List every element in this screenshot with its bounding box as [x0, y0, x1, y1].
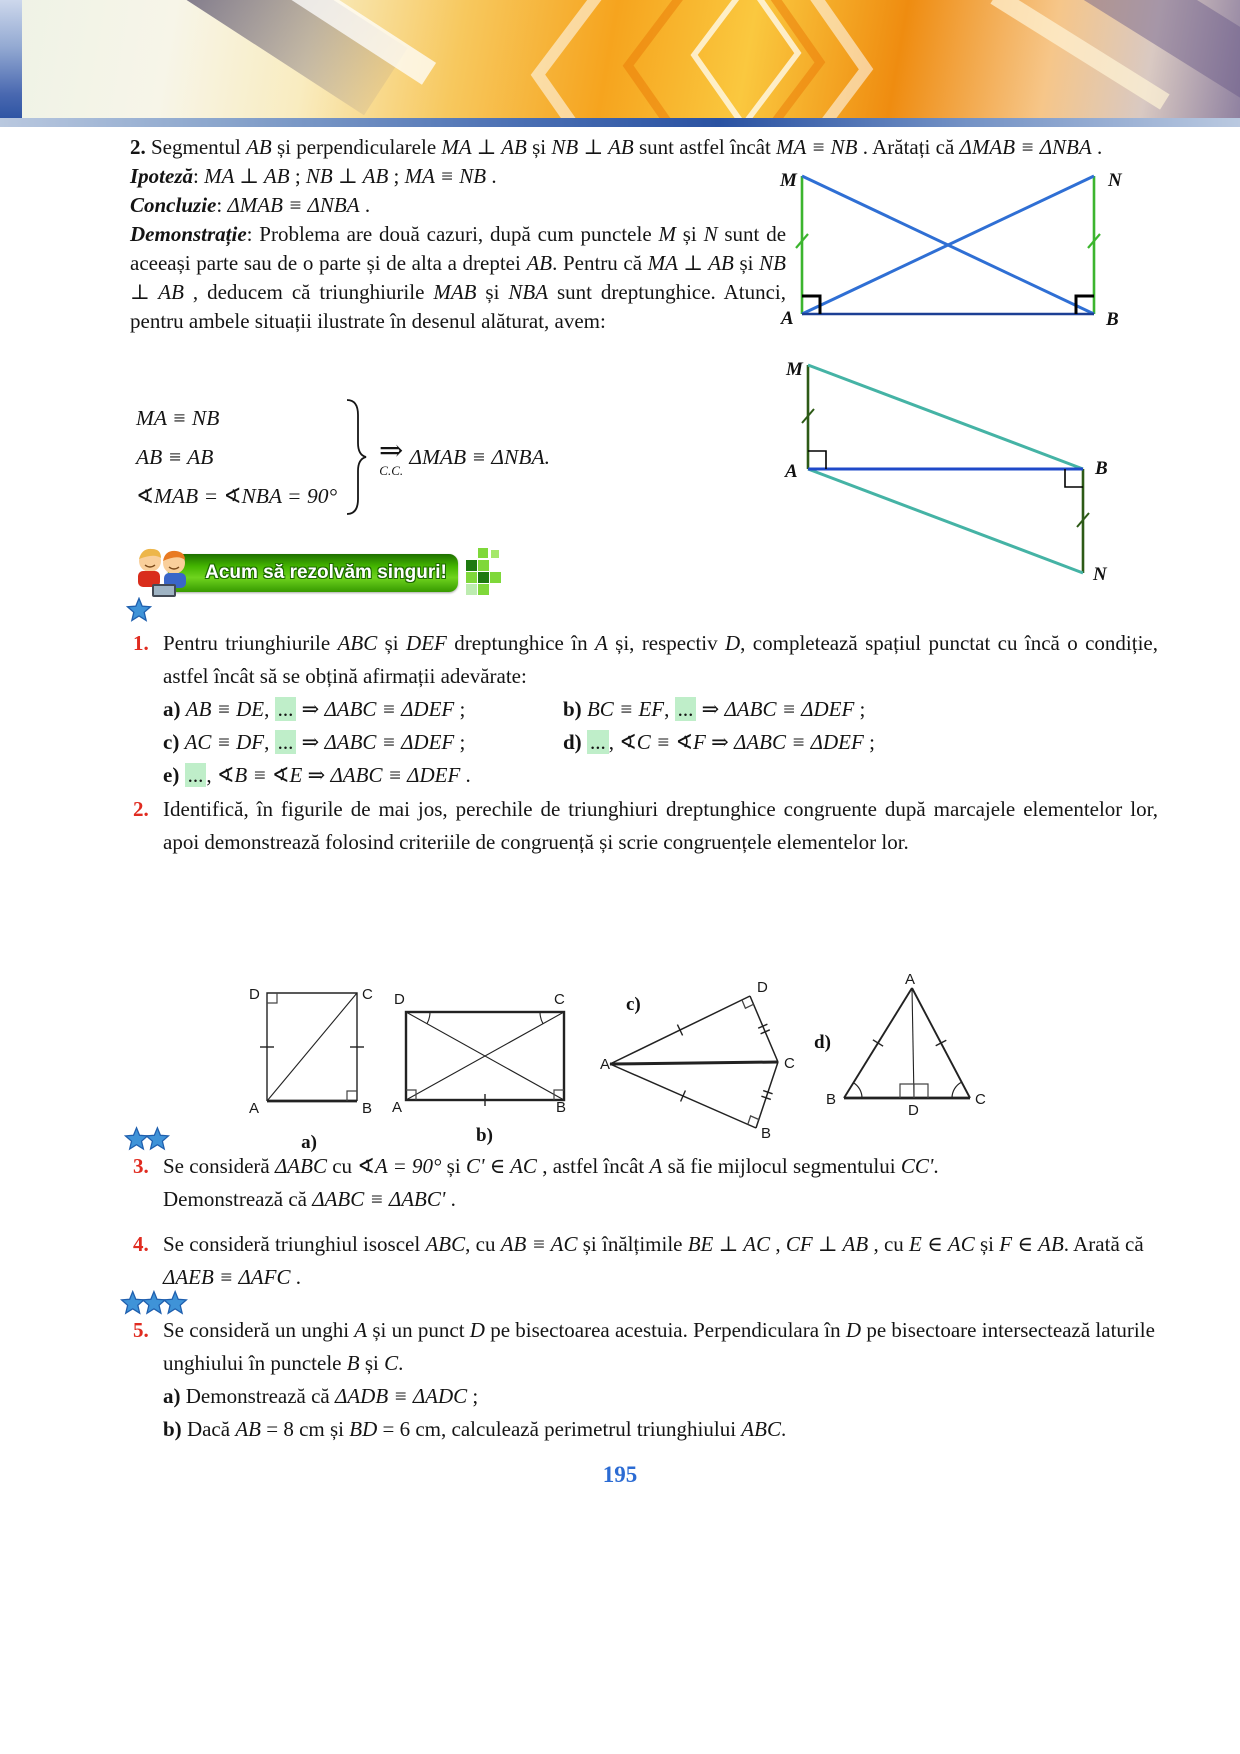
fig-b-label-D: D	[394, 991, 405, 1008]
page-number: 195	[602, 1462, 638, 1487]
right-angle-mark-B	[347, 1091, 357, 1101]
fig-a-label-A: A	[249, 1100, 260, 1117]
figure-a-drawing	[243, 973, 375, 1123]
figure-b-caption: b)	[476, 1125, 493, 1146]
problem-1-item-c: c) AC ≡ DF, ... ⇒ ΔABC ≡ ΔDEF ;	[163, 730, 466, 754]
system-line-2: AB ≡ AB	[136, 444, 214, 469]
vertex-label-M2: M	[786, 359, 803, 380]
problem-4-number: 4.	[133, 1232, 149, 1256]
section-banner	[130, 544, 550, 608]
fig-d-label-A: A	[905, 972, 916, 988]
problem-5-text: Se consideră un unghi A și un punct D pe bisectoarea acestuia. Perpendiculara în D pe bisectoare intersectează laturile unghiului în punctele B și C.	[163, 1318, 1155, 1375]
right-angle-mark-D	[267, 993, 277, 1003]
problem-1	[133, 627, 1158, 792]
fig-b-label-C: C	[554, 991, 565, 1008]
problem-4	[133, 1228, 1165, 1294]
figure-b	[392, 988, 577, 1147]
banner-title: Acum să rezolvăm singuri!	[205, 562, 447, 583]
problem-1-text: Pentru triunghiurile ABC și DEF dreptunghice în A și, respectiv D, completează spațiul punctat cu încă o condiție, astfel încât să se obțină afirmații adevărate:	[163, 631, 1159, 688]
vertex-label-B2: B	[1095, 458, 1108, 479]
vertex-label-A2: A	[785, 461, 798, 482]
difficulty-one-star-icon	[126, 597, 152, 622]
fig-d-label-B: B	[826, 1091, 837, 1108]
problem-5-item-a: a) Demonstrează că ΔADB ≡ ΔADC ;	[163, 1384, 479, 1408]
vertex-label-N: N	[1108, 170, 1122, 191]
angle-arc-C	[540, 1012, 543, 1024]
right-angle-mark-B2	[1065, 469, 1083, 487]
vertex-label-B: B	[1106, 309, 1119, 330]
system-conditions	[136, 399, 337, 516]
solved-hypothesis: Ipoteză: MA ⊥ AB ; NB ⊥ AB ; MA ≡ NB .	[130, 164, 497, 188]
problem-3-text-line1: Se consideră ΔABC cu ∢A = 90° și C' ∈ AC , astfel încât A să fie mijlocul segmentului CC'.	[163, 1154, 939, 1178]
vertex-label-M: M	[780, 170, 797, 191]
problem-3-text-line2: Demonstrează că ΔABC ≡ ΔABC' .	[163, 1187, 456, 1211]
banner-pill	[168, 554, 458, 592]
problem-5	[133, 1314, 1158, 1446]
problem-5-item-b: b) Dacă AB = 8 cm și BD = 6 cm, calculează perimetrul triunghiului ABC.	[163, 1417, 787, 1441]
fig-a-label-B: B	[362, 1100, 373, 1117]
difficulty-three-stars-icon	[120, 1290, 190, 1315]
congruence-system	[136, 398, 550, 516]
problem-2-number: 2.	[133, 797, 149, 821]
problem-1-items	[163, 693, 1158, 792]
problem-1-item-a: a) AB ≡ DE, ... ⇒ ΔABC ≡ ΔDEF ;	[163, 697, 466, 721]
implies-arrow-glyph: ⇒	[379, 434, 404, 467]
problem-3	[133, 1150, 1163, 1216]
pixel-squares-decoration	[464, 548, 508, 598]
decorative-header-artwork	[0, 0, 1240, 127]
fig-a-label-C: C	[362, 986, 373, 1003]
problem-1-item-e: e) ... , ∢B ≡ ∢E ⇒ ΔABC ≡ ΔDEF .	[163, 763, 471, 787]
system-line-1: MA ≡ NB	[136, 405, 220, 430]
fig-c-label-A: A	[600, 1056, 611, 1073]
fig-d-label-D: D	[908, 1102, 919, 1117]
header-bottom-blue-bar	[0, 118, 1240, 127]
figure-d	[812, 972, 987, 1117]
solved-diagrams	[778, 162, 1130, 588]
figure-c-caption: c)	[626, 994, 641, 1015]
figure-c	[600, 972, 805, 1142]
figure-d-caption: d)	[814, 1032, 831, 1053]
vertex-label-N2: N	[1093, 564, 1107, 583]
header-left-blue-stripe	[0, 0, 22, 118]
diagram-case-opposite-side	[778, 353, 1128, 583]
angle-arc-B	[854, 1083, 863, 1098]
system-line-3: ∢MAB = ∢NBA = 90°	[136, 483, 338, 508]
fig-b-label-A: A	[392, 1099, 403, 1116]
figure-a-caption: a)	[301, 1132, 317, 1153]
fig-c-label-D: D	[757, 979, 768, 996]
figure-a	[243, 973, 375, 1154]
implies-arrow	[379, 434, 404, 478]
right-angle-mark-A2	[808, 451, 826, 469]
fig-c-label-B: B	[761, 1125, 772, 1142]
angle-arc-D	[427, 1012, 430, 1024]
congruence-criterion-label: C.C.	[379, 462, 404, 478]
problem-2	[133, 793, 1158, 859]
fig-d-label-C: C	[975, 1091, 986, 1108]
problem-1-item-d: d) ... , ∢C ≡ ∢F ⇒ ΔABC ≡ ΔDEF ;	[563, 730, 875, 754]
tick-AB	[873, 1040, 883, 1046]
fig-a-label-D: D	[249, 986, 260, 1003]
fig-c-label-C: C	[784, 1055, 795, 1072]
solved-conclusion: Concluzie: ΔMAB ≡ ΔNBA .	[130, 193, 371, 217]
figure-b-drawing	[392, 988, 577, 1116]
system-result: ΔMAB ≡ ΔNBA.	[409, 444, 551, 469]
angle-arc-C	[952, 1082, 962, 1098]
diagram-case-same-side	[778, 162, 1128, 334]
problem-5-number: 5.	[133, 1318, 149, 1342]
solved-proof: Demonstrație: Problema are două cazuri, după cum punctele M și N sunt de aceeași parte sau de o parte și de alta a dreptei AB. Pentru că MA ⊥ AB și NB ⊥ AB , deducem că triunghiurile MAB și NBA sunt dreptunghice. Atunci, pentru ambele situații ilustrate în desenul alăturat, avem:	[130, 222, 787, 333]
fig-b-label-B: B	[556, 1099, 567, 1116]
problem-1-item-b: b) BC ≡ EF, ... ⇒ ΔABC ≡ ΔDEF ;	[563, 697, 866, 721]
problem-3-number: 3.	[133, 1154, 149, 1178]
kids-illustration	[130, 544, 198, 604]
problem-2-text: Identifică, în figurile de mai jos, perechile de triunghiuri dreptunghice congruente după marcajele elementelor lor, apoi demonstrează folosind criteriile de congruență și scrie congruențele elementelor lor.	[163, 797, 1158, 854]
problem-4-text: Se consideră triunghiul isoscel ABC, cu AB ≡ AC și înălțimile BE ⊥ AC , CF ⊥ AB , cu E ∈ AC și F ∈ AB. Arată că ΔAEB ≡ ΔAFC .	[163, 1232, 1144, 1289]
problem-1-number: 1.	[133, 631, 149, 655]
solved-statement: 2. Segmentul AB și perpendicularele MA ⊥ AB și NB ⊥ AB sunt astfel încât MA ≡ NB . Arătați că ΔMAB ≡ ΔNBA .	[130, 135, 1103, 159]
curly-brace-icon	[343, 398, 369, 516]
tick-AD	[677, 1025, 682, 1036]
difficulty-two-stars-icon	[124, 1126, 172, 1151]
vertex-label-A: A	[781, 308, 794, 329]
